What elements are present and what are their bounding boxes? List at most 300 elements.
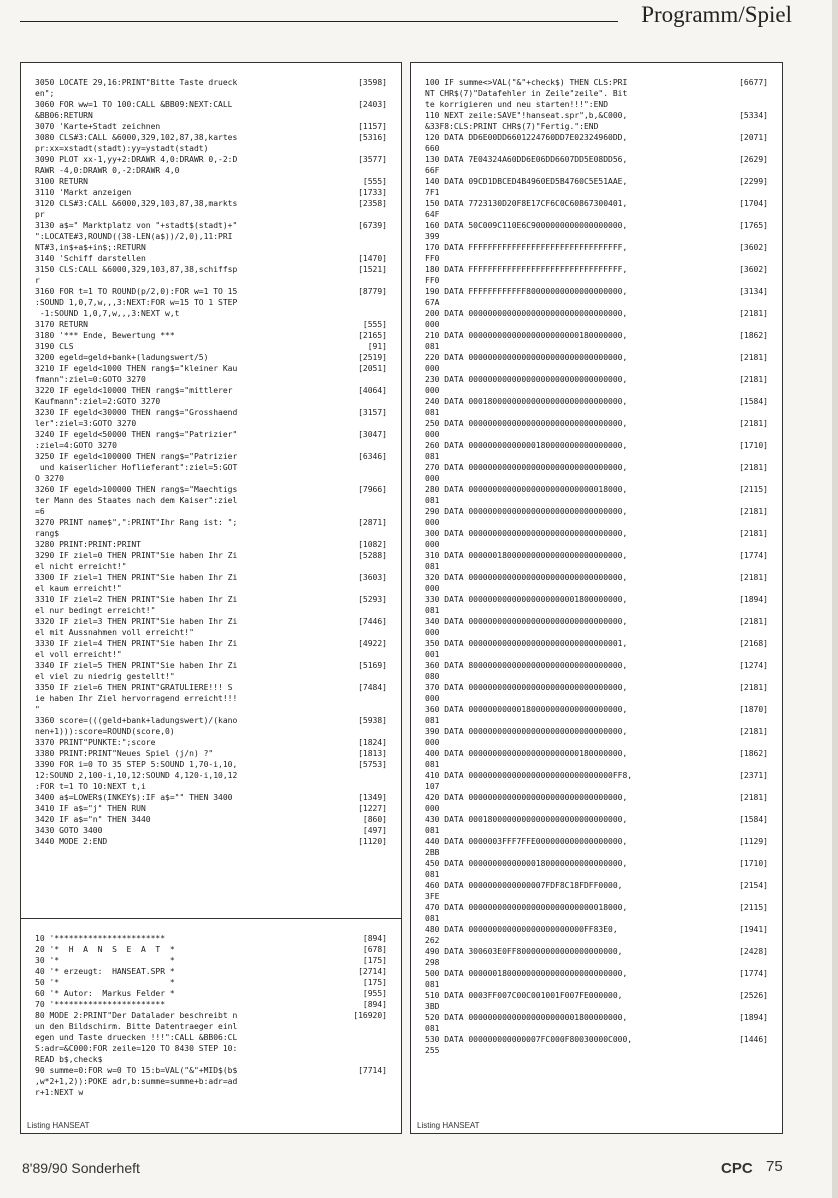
code-text: 64F [425, 210, 440, 219]
checksum: [5316] [358, 133, 387, 142]
listing-line [35, 341, 387, 352]
code-text: 3130 a$=" Marktplatz von "+stadt$(stadt)+" [35, 221, 238, 230]
checksum: [1584] [739, 397, 768, 406]
code-text: 000 [425, 628, 440, 637]
listing-line [425, 671, 768, 682]
checksum: [1870] [739, 705, 768, 714]
code-text: 3150 CLS:CALL &6000,329,103,87,38,schiffsp [35, 265, 238, 274]
code-text: 180 DATA FFFFFFFFFFFFFFFFFFFFFFFFFFFFFFFF, [425, 265, 628, 274]
code-text: NT CHR$(7)"Datafehler in Zeile"zeile". Bit [425, 89, 628, 98]
listing-line [425, 627, 768, 638]
checksum: [5334] [739, 111, 768, 120]
code-text: 460 DATA 0000000000000007FDF8C18FDFF0000, [425, 881, 623, 890]
checksum: [955] [362, 989, 387, 998]
code-text: 3090 PLOT xx-1,yy+2:DRAWR 4,0:DRAWR 0,-2:D [35, 155, 238, 164]
listing-line [425, 968, 768, 979]
checksum: [678] [362, 945, 387, 954]
code-text: 110 NEXT zeile:SAVE"!hanseat.spr",b,&C000, [425, 111, 628, 120]
listing-line [35, 385, 387, 396]
listing-line [425, 407, 768, 418]
checksum: [6346] [358, 452, 387, 461]
code-text: 081 [425, 606, 440, 615]
listing-line [35, 110, 387, 121]
listing-panel-left-top [20, 62, 402, 949]
listing-line [425, 583, 768, 594]
listing-line [35, 988, 387, 999]
listing-line [35, 495, 387, 506]
checksum: [2181] [739, 309, 768, 318]
listing-line [35, 1043, 387, 1054]
checksum: [1733] [358, 188, 387, 197]
listing-line [35, 803, 387, 814]
code-text: NT#3,in$+a$+in$;:RETURN [35, 243, 146, 252]
code-text: 170 DATA FFFFFFFFFFFFFFFFFFFFFFFFFFFFFFFF, [425, 243, 628, 252]
listing-line [35, 473, 387, 484]
checksum: [8779] [358, 287, 387, 296]
listing-line [35, 407, 387, 418]
checksum: [2168] [739, 639, 768, 648]
listing-line [425, 715, 768, 726]
listing-line [35, 176, 387, 187]
listing-line [425, 418, 768, 429]
listing-line [35, 671, 387, 682]
checksum: [2071] [739, 133, 768, 142]
listing-line [425, 231, 768, 242]
listing-line [35, 933, 387, 944]
code-text: 3330 IF ziel=4 THEN PRINT"Sie haben Ihr Zi [35, 639, 238, 648]
code-text: r+1:NEXT w [35, 1088, 84, 1097]
code-text: und kaiserlicher Hoflieferant":ziel=5:GOT [35, 463, 238, 472]
code-text: 081 [425, 496, 440, 505]
checksum: [3157] [358, 408, 387, 417]
code-text: 081 [425, 870, 440, 879]
header-rule [20, 21, 618, 22]
checksum: [1813] [358, 749, 387, 758]
code-text: el nur bedingt erreicht!" [35, 606, 156, 615]
checksum: [1129] [739, 837, 768, 846]
listing-line [425, 792, 768, 803]
listing-line [425, 902, 768, 913]
code-text: 3BD [425, 1002, 440, 1011]
code-text: 40 '* erzeugt: HANSEAT.SPR * [35, 967, 175, 976]
listing-line [35, 836, 387, 847]
code-text: 300 DATA 00000000000000000000000000000000, [425, 529, 628, 538]
checksum: [175] [362, 978, 387, 987]
listing-line [425, 99, 768, 110]
checksum: [2181] [739, 529, 768, 538]
checksum: [2181] [739, 375, 768, 384]
listing-line [35, 759, 387, 770]
listing-line [425, 297, 768, 308]
code-text: 470 DATA 00000000000000000000000000018000, [425, 903, 628, 912]
code-text: 66F [425, 166, 440, 175]
listing-line [425, 253, 768, 264]
checksum: [1894] [739, 595, 768, 604]
listing-line [35, 187, 387, 198]
listing-line [35, 396, 387, 407]
checksum: [497] [362, 826, 387, 835]
checksum: [91] [367, 342, 387, 351]
code-text: te korrigieren und neu starten!!!":END [425, 100, 609, 109]
listing-line [425, 517, 768, 528]
code-text: 370 DATA 00000000000000000000000000000000, [425, 683, 628, 692]
listing-line [425, 726, 768, 737]
code-text: ":LOCATE#3,ROUND((38-LEN(a$))/2,0),11:PRI [35, 232, 233, 241]
code-text: 440 DATA 0000003FFF7FFE000000000000000000, [425, 837, 628, 846]
checksum: [2115] [739, 485, 768, 494]
listing-line [425, 693, 768, 704]
listing-line [425, 220, 768, 231]
code-text: 3290 IF ziel=0 THEN PRINT"Sie haben Ihr Zi [35, 551, 238, 560]
checksum: [1349] [358, 793, 387, 802]
listing-line [425, 957, 768, 968]
code-text: 3070 'Karte+Stadt zeichnen [35, 122, 161, 131]
listing-line [35, 1054, 387, 1065]
listing-line [425, 539, 768, 550]
code-text: 3370 PRINT"PUNKTE:";score [35, 738, 156, 747]
code-text: 500 DATA 00000018000000000000000000000000, [425, 969, 628, 978]
checksum: [5288] [358, 551, 387, 560]
listing-line [425, 1012, 768, 1023]
checksum: [1765] [739, 221, 768, 230]
code-text: 50 '* * [35, 978, 175, 987]
code-text: r [35, 276, 40, 285]
listing-line [425, 528, 768, 539]
listing-line [35, 999, 387, 1010]
code-text: 3160 FOR t=1 TO ROUND(p/2,0):FOR w=1 TO 15 [35, 287, 238, 296]
code-text: 330 DATA 00000000000000000000001800000000, [425, 595, 628, 604]
listing-line [425, 825, 768, 836]
checksum: [2051] [358, 364, 387, 373]
checksum: [2181] [739, 507, 768, 516]
checksum: [4064] [358, 386, 387, 395]
listing-line [425, 759, 768, 770]
listing-line [425, 363, 768, 374]
listing-line [425, 429, 768, 440]
listing-line [35, 297, 387, 308]
code-text: " [35, 705, 40, 714]
listing-line [425, 1023, 768, 1034]
checksum: [4922] [358, 639, 387, 648]
checksum: [1157] [358, 122, 387, 131]
code-text: 120 DATA DD6E00DD6601224760DD7E02324960DD, [425, 133, 628, 142]
code-text: el voll erreicht!" [35, 650, 122, 659]
listing-line [35, 242, 387, 253]
code-text: 081 [425, 716, 440, 725]
listing-line [35, 88, 387, 99]
code-text: 220 DATA 00000000000000000000000000000000, [425, 353, 628, 362]
listing-line [425, 649, 768, 660]
code-text: 3180 '*** Ende, Bewertung *** [35, 331, 175, 340]
listing-line [425, 814, 768, 825]
listing-line [425, 737, 768, 748]
code-text: 3080 CLS#3:CALL &6000,329,102,87,38,kartes [35, 133, 238, 142]
checksum: [1941] [739, 925, 768, 934]
code-text: 12:SOUND 2,100-i,10,12:SOUND 4,120-i,10,12 [35, 771, 238, 780]
code-text: :SOUND 1,0,7,w,,,3:NEXT:FOR w=15 TO 1 STEP [35, 298, 238, 307]
listing-line [425, 561, 768, 572]
code-text: 660 [425, 144, 440, 153]
checksum: [1774] [739, 551, 768, 560]
listing-line [35, 308, 387, 319]
listing-line [35, 121, 387, 132]
code-text: el kaum erreicht!" [35, 584, 122, 593]
code-text: 10 '*********************** [35, 934, 166, 943]
code-text: 360 DATA 00000000000180000000000000000000, [425, 705, 628, 714]
code-text: -1:SOUND 1,0,7,w,,,3:NEXT w,t [35, 309, 180, 318]
code-text: 3250 IF egeld<100000 THEN rang$="Patrizier [35, 452, 238, 461]
code-text: 000 [425, 518, 440, 527]
listing-line [425, 682, 768, 693]
code-text: 255 [425, 1046, 440, 1055]
listing-line [425, 154, 768, 165]
listing-line [425, 891, 768, 902]
checksum: [7966] [358, 485, 387, 494]
code-text: 90 summe=0:FOR w=0 TO 15:b=VAL("&"+MID$(b$ [35, 1066, 238, 1075]
code-text: 000 [425, 694, 440, 703]
code-text: 390 DATA 00000000000000000000000000000000, [425, 727, 628, 736]
section-title: Programm/Spiel [641, 2, 792, 27]
code-text: 420 DATA 00000000000000000000000000000000, [425, 793, 628, 802]
code-text: 2BB [425, 848, 440, 857]
listing-line [425, 836, 768, 847]
checksum: [2181] [739, 793, 768, 802]
code-text: 67A [425, 298, 440, 307]
checksum: [5169] [358, 661, 387, 670]
listing-line [35, 363, 387, 374]
listing-line [35, 583, 387, 594]
listing-line [35, 715, 387, 726]
listing-body [425, 77, 768, 1113]
code-text: 3240 IF egeld<50000 THEN rang$="Patrizier" [35, 430, 238, 439]
code-text: 3260 IF egeld>100000 THEN rang$="Maechtigs [35, 485, 238, 494]
page-number: 75 [766, 1158, 783, 1175]
code-text: 3410 IF a$="j" THEN RUN [35, 804, 146, 813]
checksum: [2428] [739, 947, 768, 956]
code-text: 3400 a$=LOWER$(INKEY$):IF a$="" THEN 3400 [35, 793, 233, 802]
listing-line [425, 143, 768, 154]
checksum: [16920] [353, 1011, 387, 1020]
checksum: [5753] [358, 760, 387, 769]
listing-line [35, 726, 387, 737]
listing-line [425, 660, 768, 671]
listing-line [35, 462, 387, 473]
code-text: 3350 IF ziel=6 THEN PRINT"GRATULIERE!!! S [35, 683, 233, 692]
checksum: [2181] [739, 463, 768, 472]
code-text: 3220 IF egeld<10000 THEN rang$="mittlerer [35, 386, 233, 395]
listing-line [425, 374, 768, 385]
listing-line [425, 979, 768, 990]
listing-line [425, 187, 768, 198]
listing-line [425, 748, 768, 759]
code-text: 270 DATA 00000000000000000000000000000000, [425, 463, 628, 472]
code-text: 081 [425, 408, 440, 417]
listing-line [35, 825, 387, 836]
code-text: 320 DATA 00000000000000000000000000000000, [425, 573, 628, 582]
listing-line [425, 242, 768, 253]
listing-line [425, 1034, 768, 1045]
listing-line [425, 462, 768, 473]
code-text: 298 [425, 958, 440, 967]
code-text: 3230 IF egeld<30000 THEN rang$="Grosshaend [35, 408, 238, 417]
code-text: 080 [425, 672, 440, 681]
listing-line [425, 495, 768, 506]
listing-line [425, 990, 768, 1001]
checksum: [3602] [739, 265, 768, 274]
checksum: [2358] [358, 199, 387, 208]
listing-line [35, 275, 387, 286]
listing-caption: Listing HANSEAT [27, 1121, 90, 1130]
checksum: [2115] [739, 903, 768, 912]
code-text: pr [35, 210, 45, 219]
code-text: 230 DATA 00000000000000000000000000000000, [425, 375, 628, 384]
checksum: [2165] [358, 331, 387, 340]
checksum: [2299] [739, 177, 768, 186]
code-text: 480 DATA 000000000000000000000000FF83E0, [425, 925, 618, 934]
checksum: [6677] [739, 78, 768, 87]
code-text: 000 [425, 804, 440, 813]
code-text: nen+1))):score=ROUND(score,0) [35, 727, 175, 736]
listing-line [425, 1045, 768, 1056]
checksum: [2181] [739, 727, 768, 736]
code-text: 3380 PRINT:PRINT"Neues Spiel (j/n) ?" [35, 749, 214, 758]
listing-body [35, 933, 387, 1113]
listing-line [35, 143, 387, 154]
code-text: :ziel=4:GOTO 3270 [35, 441, 117, 450]
listing-line [425, 506, 768, 517]
listing-line [35, 561, 387, 572]
code-text: el viel zu niedrig gestellt!" [35, 672, 175, 681]
listing-line [35, 220, 387, 231]
code-text: ie haben Ihr Ziel hervorragend erreicht!!! [35, 694, 238, 703]
listing-line [425, 550, 768, 561]
code-text: 399 [425, 232, 440, 241]
code-text: 001 [425, 650, 440, 659]
code-text: ,w*2+1,2)):POKE adr,b:summe=summe+b:adr=ad [35, 1077, 238, 1086]
listing-line [35, 693, 387, 704]
code-text: 3200 egeld=geld+bank+(ladungswert/5) [35, 353, 209, 362]
listing-line [425, 121, 768, 132]
code-text: 400 DATA 00000000000000000000000180000000, [425, 749, 628, 758]
checksum: [1862] [739, 749, 768, 758]
code-text: 20 '* H A N S E A T * [35, 945, 175, 954]
code-text: 3340 IF ziel=5 THEN PRINT"Sie haben Ihr Zi [35, 661, 238, 670]
listing-line [35, 286, 387, 297]
listing-line [425, 286, 768, 297]
code-text: 190 DATA FFFFFFFFFFFF80000000000000000000, [425, 287, 628, 296]
code-text: 000 [425, 738, 440, 747]
code-text: 160 DATA 50C009C110E6C9000000000000000000, [425, 221, 628, 230]
code-text: 100 IF summe<>VAL("&"+check$) THEN CLS:PRI [425, 78, 628, 87]
listing-line [35, 484, 387, 495]
listing-line [425, 165, 768, 176]
code-text: 3300 IF ziel=1 THEN PRINT"Sie haben Ihr Zi [35, 573, 238, 582]
listing-line [35, 966, 387, 977]
checksum: [3134] [739, 287, 768, 296]
code-text: 262 [425, 936, 440, 945]
listing-panel-right [410, 62, 783, 1134]
page-edge [832, 0, 838, 1198]
listing-line [35, 572, 387, 583]
listing-line [425, 484, 768, 495]
code-text: 000 [425, 320, 440, 329]
listing-line [35, 594, 387, 605]
checksum: [1470] [358, 254, 387, 263]
listing-line [425, 572, 768, 583]
code-text: 3190 CLS [35, 342, 74, 351]
checksum: [1774] [739, 969, 768, 978]
listing-line [425, 1001, 768, 1012]
code-text: el mit Aussnahmen voll erreicht!" [35, 628, 194, 637]
listing-line [425, 209, 768, 220]
checksum: [2371] [739, 771, 768, 780]
listing-line [35, 616, 387, 627]
listing-line [35, 1010, 387, 1021]
listing-line [35, 374, 387, 385]
listing-line [425, 451, 768, 462]
checksum: [1894] [739, 1013, 768, 1022]
listing-line [425, 638, 768, 649]
listing-line [425, 330, 768, 341]
code-text: 3310 IF ziel=2 THEN PRINT"Sie haben Ihr Zi [35, 595, 238, 604]
checksum: [1227] [358, 804, 387, 813]
code-text: rang$ [35, 529, 60, 538]
listing-line [425, 88, 768, 99]
code-text: 240 DATA 00018000000000000000000000000000, [425, 397, 628, 406]
listing-line [35, 539, 387, 550]
checksum: [894] [362, 934, 387, 943]
code-text: 30 '* * [35, 956, 175, 965]
code-text: 520 DATA 00000000000000000000001800000000, [425, 1013, 628, 1022]
checksum: [2154] [739, 881, 768, 890]
code-text: FF0 [425, 276, 440, 285]
checksum: [7484] [358, 683, 387, 692]
checksum: [7714] [358, 1066, 387, 1075]
listing-line [35, 944, 387, 955]
code-text: FF0 [425, 254, 440, 263]
code-text: ler":ziel=3:GOTO 3270 [35, 419, 137, 428]
listing-line [425, 176, 768, 187]
code-text: 081 [425, 342, 440, 351]
checksum: [1521] [358, 265, 387, 274]
listing-line [425, 913, 768, 924]
listing-line [425, 803, 768, 814]
checksum: [2181] [739, 353, 768, 362]
listing-line [35, 1065, 387, 1076]
listing-line [425, 77, 768, 88]
listing-line [35, 792, 387, 803]
listing-line [425, 704, 768, 715]
code-text: READ b$,check$ [35, 1055, 103, 1064]
code-text: fmann":ziel=0:GOTO 3270 [35, 375, 146, 384]
code-text: &BB06:RETURN [35, 111, 93, 120]
listing-line [35, 231, 387, 242]
listing-line [35, 627, 387, 638]
code-text: :FOR t=1 TO 10:NEXT t,i [35, 782, 146, 791]
listing-line [35, 198, 387, 209]
code-text: 140 DATA 09CD1DBCED4B4960ED5B4760C5E51AAE, [425, 177, 628, 186]
code-text: 3050 LOCATE 29,16:PRINT"Bitte Taste drueck [35, 78, 238, 87]
checksum: [555] [362, 177, 387, 186]
code-text: S:adr=&C000:FOR zeile=120 TO 8430 STEP 10: [35, 1044, 238, 1053]
code-text: 081 [425, 980, 440, 989]
code-text: O 3270 [35, 474, 64, 483]
code-text: RAWR -4,0:DRAWR 0,-2:DRAWR 4,0 [35, 166, 180, 175]
checksum: [175] [362, 956, 387, 965]
code-text: 107 [425, 782, 440, 791]
listing-line [425, 110, 768, 121]
listing-line [425, 473, 768, 484]
